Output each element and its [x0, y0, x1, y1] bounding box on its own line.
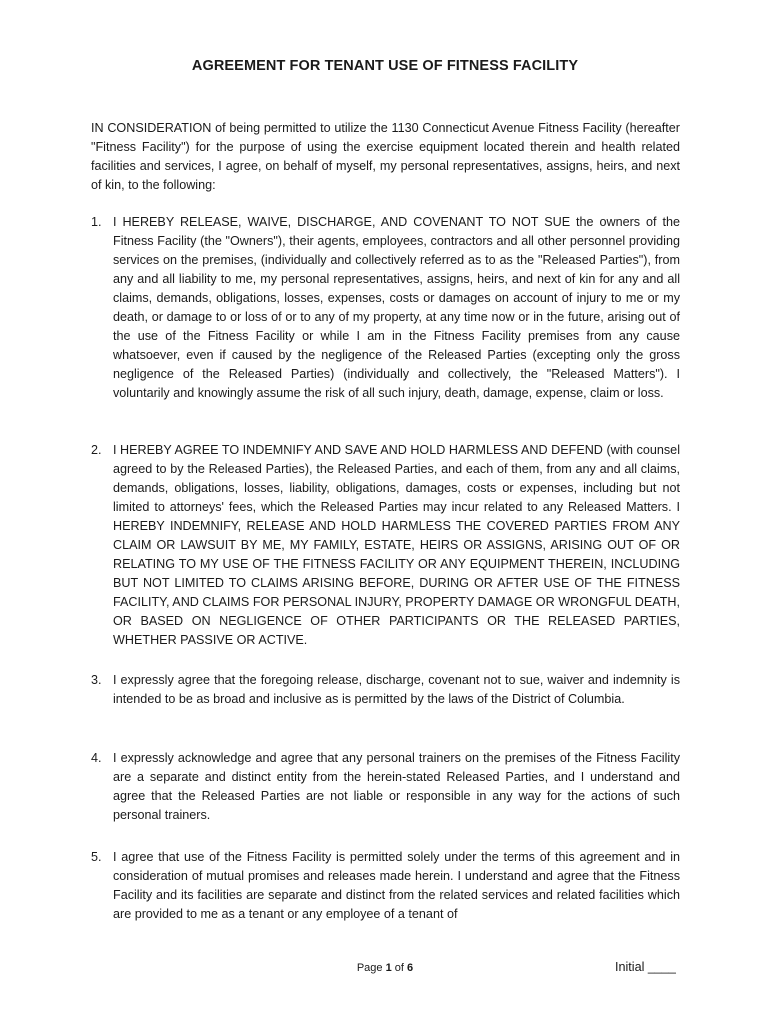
item-number: 4.: [91, 751, 102, 765]
item-text: I HEREBY RELEASE, WAIVE, DISCHARGE, AND COVENANT TO NOT SUE the owners of the Fitness Facility (the "Owners"), their agents, employees, contractors and all other personnel providing services on the premises, (individually and collectively referred as to as the "Released Parties"), from any and all liability to me, my personal representatives, assigns, heirs, and next of kin for any and all claims, demands, obligations, losses, expenses, costs or damages on account of injury to me or my death, or damage to or loss of or to any of my property, at any time now or in the future, arising out of the use of the Fitness Facility or while I am in the Fitness Facility premises from any cause whatsoever, even if caused by the negligence of the Released Parties (excepting only the gross negligence of the Released Parties) (individually and collectively, the "Released Matters"). I voluntarily and knowingly assume the risk of all such injury, death, damage, expense, claim or loss.: [113, 215, 680, 400]
item-number: 1.: [91, 215, 102, 229]
item-text: I expressly acknowledge and agree that any personal trainers on the premises of the Fitness Facility are a separate and distinct entity from the herein-stated Released Parties, and I understand and agree that the Released Parties are not liable or responsible in any way for the actions of such personal trainers.: [113, 751, 680, 822]
list-item: [91, 848, 680, 924]
item-text: I expressly agree that the foregoing release, discharge, covenant not to sue, waiver and indemnity is intended to be as broad and inclusive as is permitted by the laws of the District of Columbia.: [113, 673, 680, 706]
list-item: [91, 213, 680, 403]
initial-field: Initial ____: [615, 960, 676, 974]
item-text: I agree that use of the Fitness Facility is permitted solely under the terms of this agreement and in consideration of mutual promises and releases made herein. I understand and agree that the Fitness Facility and its facilities are separate and distinct from the related services and related facilities which are provided to me as a tenant or any employee of a tenant of: [113, 850, 680, 921]
page-current: 1: [385, 962, 392, 974]
list-item: [91, 671, 680, 709]
document-title: AGREEMENT FOR TENANT USE OF FITNESS FACILITY: [191, 58, 579, 74]
intro-paragraph: IN CONSIDERATION of being permitted to utilize the 1130 Connecticut Avenue Fitness Facility (hereafter "Fitness Facility") for the purpose of using the exercise equipment located therein and health related facilities and services, I agree, on behalf of myself, my personal representatives, assigns, heirs, and next of kin, to the following:: [91, 121, 680, 192]
item-number: 5.: [91, 850, 102, 864]
list-item: [91, 749, 680, 825]
list-item: [91, 441, 680, 650]
item-number: 2.: [91, 443, 102, 457]
page-total: 6: [407, 962, 414, 974]
item-number: 3.: [91, 673, 102, 687]
item-text: I HEREBY AGREE TO INDEMNIFY AND SAVE AND HOLD HARMLESS AND DEFEND (with counsel agreed to by the Released Parties), the Released Parties, and each of them, from any and all claims, demands, obligations, losses, liability, obligations, damages, costs or expenses, including but not limited to attorneys' fees, which the Released Parties may incur related to any Released Matters. I HEREBY INDEMNIFY, RELEASE AND HOLD HARMLESS THE COVERED PARTIES FROM ANY CLAIM OR LAWSUIT BY ME, MY FAMILY, ESTATE, HEIRS OR ASSIGNS, ARISING OUT OF OR RELATING TO MY USE OF THE FITNESS FACILITY OR ANY EQUIPMENT THEREIN, INCLUDING BUT NOT LIMITED TO CLAIMS ARISING BEFORE, DURING OR AFTER USE OF THE FITNESS FACILITY, AND CLAIMS FOR PERSONAL INJURY, PROPERTY DAMAGE OR WRONGFUL DEATH, OR BASED ON NEGLIGENCE OF OTHER PARTICIPANTS OR THE RELEASED PARTIES, WHETHER PASSIVE OR ACTIVE.: [113, 443, 680, 647]
page-prefix: Page: [356, 962, 386, 974]
page-of: of: [391, 962, 408, 974]
